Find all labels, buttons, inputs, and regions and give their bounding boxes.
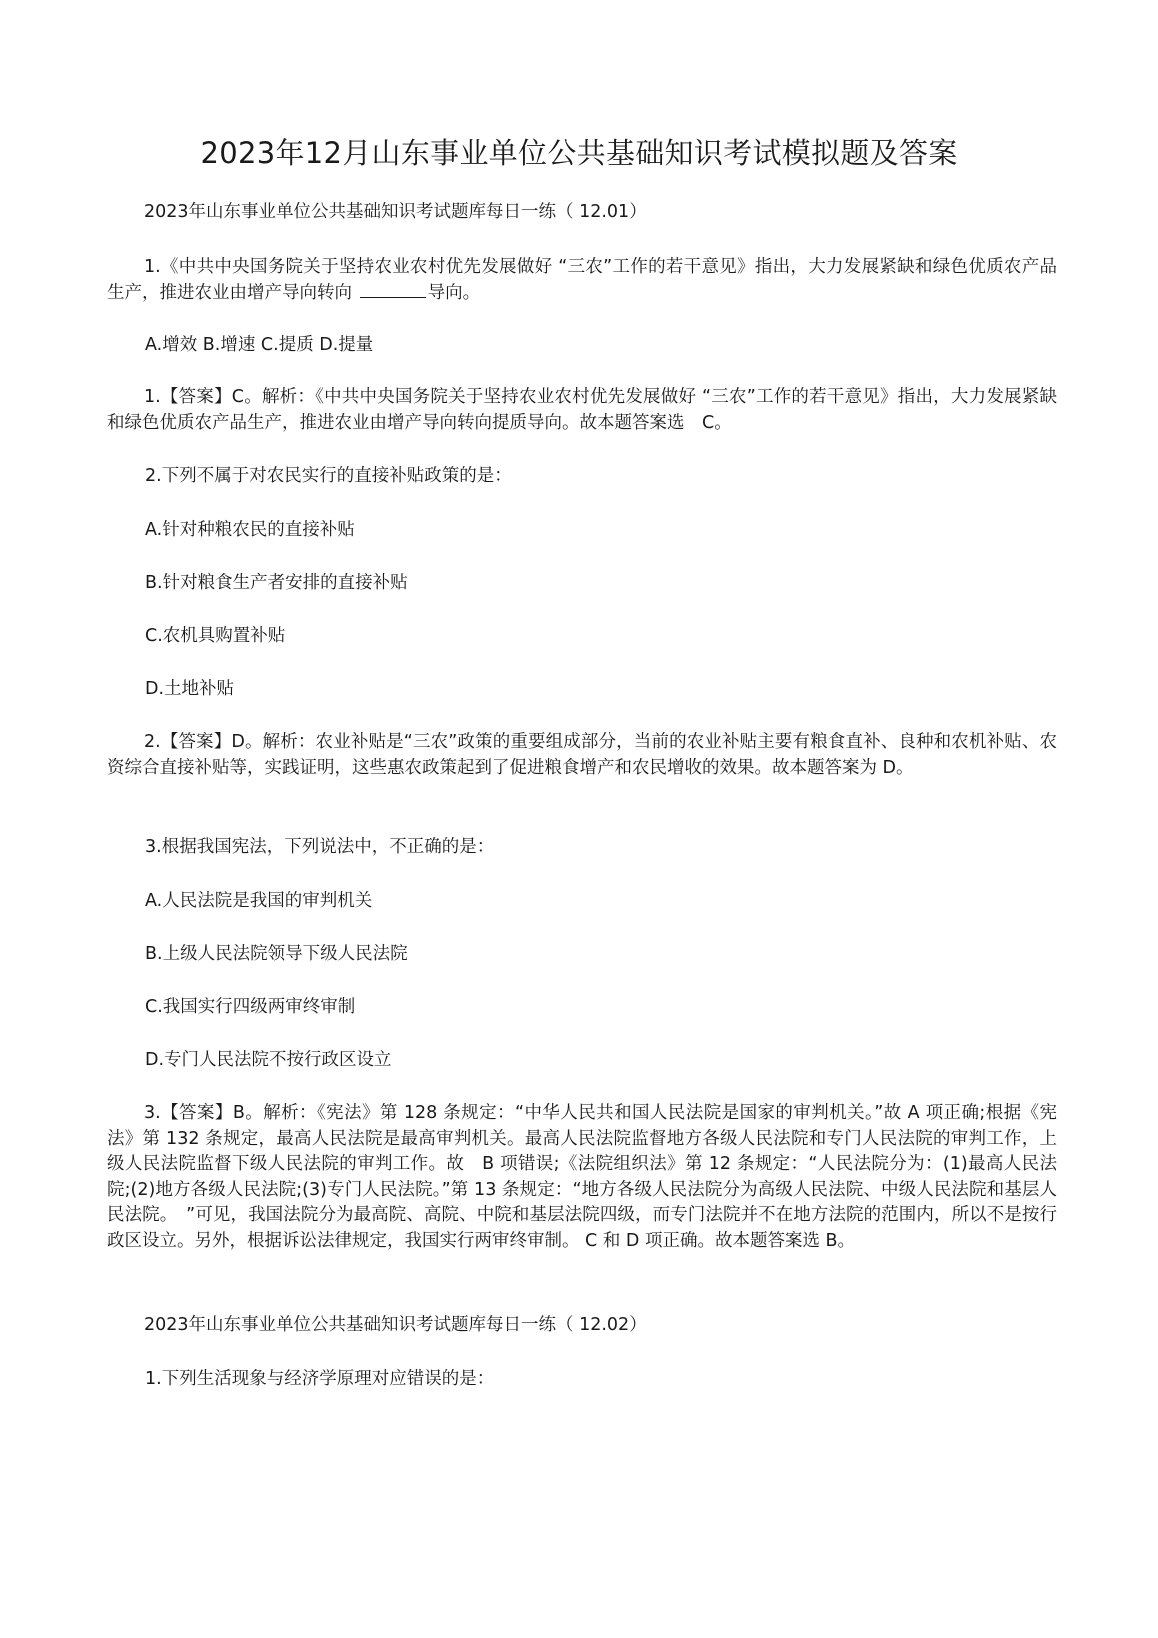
question-3-option-b: B.上级人民法院领导下级人民法院: [145, 944, 408, 964]
question-3-option-d: D.专门人民法院不按行政区设立: [145, 1050, 392, 1070]
section-heading-1201: 2023年山东事业单位公共基础知识考试题库每日一练（ 12.01）: [144, 202, 647, 222]
section-heading-1202: 2023年山东事业单位公共基础知识考试题库每日一练（ 12.02）: [144, 1315, 647, 1335]
question-3-stem: 3.根据我国宪法，下列说法中，不正确的是：: [145, 837, 495, 857]
answer-blank: [360, 297, 426, 298]
question-2-option-c: C.农机具购置补贴: [145, 626, 286, 646]
question-2-option-b: B.针对粮食生产者安排的直接补贴: [145, 573, 408, 593]
question-3-option-c: C.我国实行四级两审终审制: [145, 997, 356, 1017]
question-1-answer: 1.【答案】C。解析：《中共中央国务院关于坚持农业农村优先发展做好 “三农”工作的若干意见》指出，大力发展紧缺和绿色优质农产品生产，推进农业由增产导向转向提质导向。故本题答案选 C。: [107, 387, 1057, 433]
question-1-stem-tail: 导向。: [427, 282, 481, 303]
question-1-stem: [107, 255, 1057, 306]
question-3-option-a: A.人民法院是我国的审判机关: [145, 891, 373, 911]
question-2-stem: 2.下列不属于对农民实行的直接补贴政策的是：: [145, 466, 512, 486]
question-4-stem: 1.下列生活现象与经济学原理对应错误的是：: [145, 1369, 495, 1389]
question-2-answer: 2.【答案】D。解析：农业补贴是“三农”政策的重要组成部分，当前的农业补贴主要有粮食直补、良种和农机补贴、农资综合直接补贴等，实践证明，这些惠农政策起到了促进粮食增产和农民增收的效果。故本题答案为 D。: [107, 732, 1057, 778]
question-1-stem-text: 1.《中共中央国务院关于坚持农业农村优先发展做好 “三农”工作的若干意见》指出，大力发展紧缺和绿色优质农产品生产，推进农业由增产导向转向: [107, 257, 1057, 303]
question-2-option-a: A.针对种粮农民的直接补贴: [145, 520, 355, 540]
page-title: 2023年12月山东事业单位公共基础知识考试模拟题及答案: [200, 136, 958, 170]
question-3-answer: 3.【答案】B。解析：《宪法》第 128 条规定：“中华人民共和国人民法院是国家的审判机关。”故 A 项正确;根据《宪法》第 132 条规定，最高人民法院是最高审判机关。最高人民法院监督地方各级人民法院和专门人民法院的审判工作，上级人民法院监督下级人民法院的审判工作。故 B 项错误;《法院组织法》第 12 条规定：“人民法院分为：(1)最高人民法院;(2)地方各级人民法院;(3)专门人民法院。”第 13 条规定：“地方各级人民法院分为高级人民法院、中级人民法院和基层人民法院。 ”可见，我国法院分为最高院、高院、中院和基层法院四级，而专门法院并不在地方法院的范围内，所以不是按行政区设立。另外，根据诉讼法律规定，我国实行两审终审制。 C 和 D 项正确。故本题答案选 B。: [107, 1103, 1057, 1251]
question-2-option-d: D.土地补贴: [145, 679, 235, 699]
question-1-options: A.增效 B.增速 C.提质 D.提量: [145, 335, 374, 355]
